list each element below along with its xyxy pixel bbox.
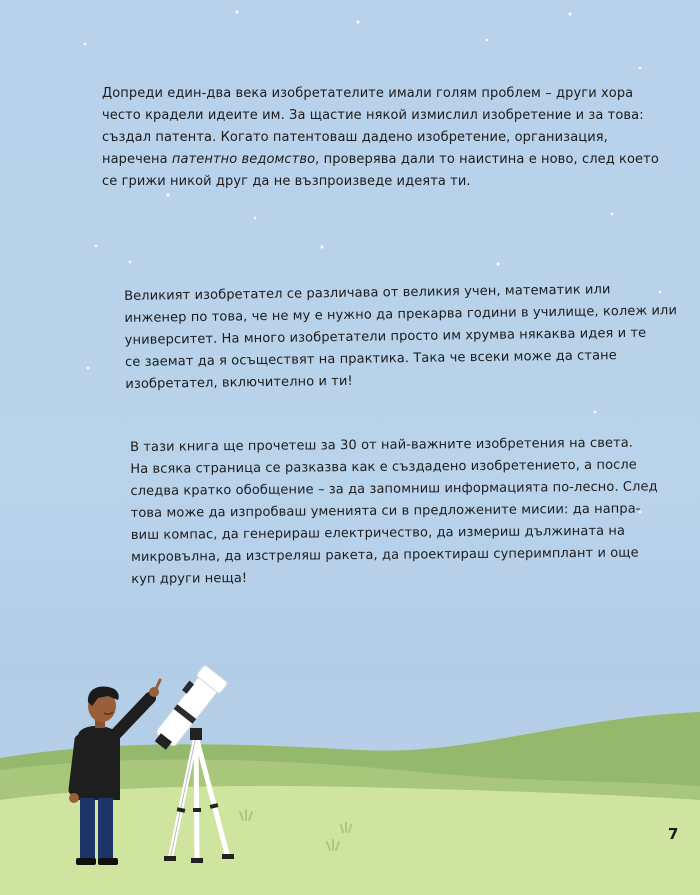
text-line: куп други неща! — [131, 570, 248, 587]
page-number: 7 — [668, 825, 679, 843]
text-line: В тази книга ще прочетеш за 30 от най-важните изобретения на света. — [130, 435, 634, 455]
text-line: се грижи никой друг да не възпроизведе идеята ти. — [102, 174, 471, 189]
inventor-paragraph — [124, 278, 678, 396]
text-line-with-italic: наречена патентно ведомство, проверява дали то наистина е ново, след което — [102, 152, 659, 167]
text-line: създал патента. Когато патентоваш дадено изобретение, организация, — [102, 130, 608, 145]
intro-paragraph — [102, 83, 659, 193]
patent-office-term: патентно ведомство — [171, 152, 316, 167]
text-line: често крадели идеите им. За щастие някой измислил изобретение и за това: — [102, 108, 644, 123]
text-line: Допреди един-два века изобретателите имали голям проблем – други хора — [102, 86, 634, 101]
text-line: микровълна, да изстреляш ракета, да проектираш суперимплант и още — [130, 545, 639, 565]
book-overview-paragraph — [130, 432, 659, 591]
text-line: университет. На много изобретатели просто им хрумва някаква идея и те — [124, 325, 647, 348]
text-line: инженер по това, че не му е нужно да прекарва години в училище, колеж или — [124, 303, 678, 326]
hill-scene — [0, 640, 700, 895]
text-line: Великият изобретател се различава от великия учен, математик или — [124, 282, 611, 304]
text-line: следва кратко обобщение – за да запомниш информацията по-лесно. След — [130, 479, 658, 499]
text-line: това може да изпробваш уменията си в предложените мисии: да напра- — [130, 501, 641, 521]
text-line: изобретател, включително и ти! — [125, 373, 353, 392]
text-line: се заемат да я осъществят на практика. Така че всеки може да стане — [124, 348, 617, 370]
text-line: На всяка страница се разказва как е създадено изобретението, а после — [130, 457, 637, 477]
text-line: виш компас, да генерираш електричество, да измериш дължината на — [130, 523, 626, 543]
